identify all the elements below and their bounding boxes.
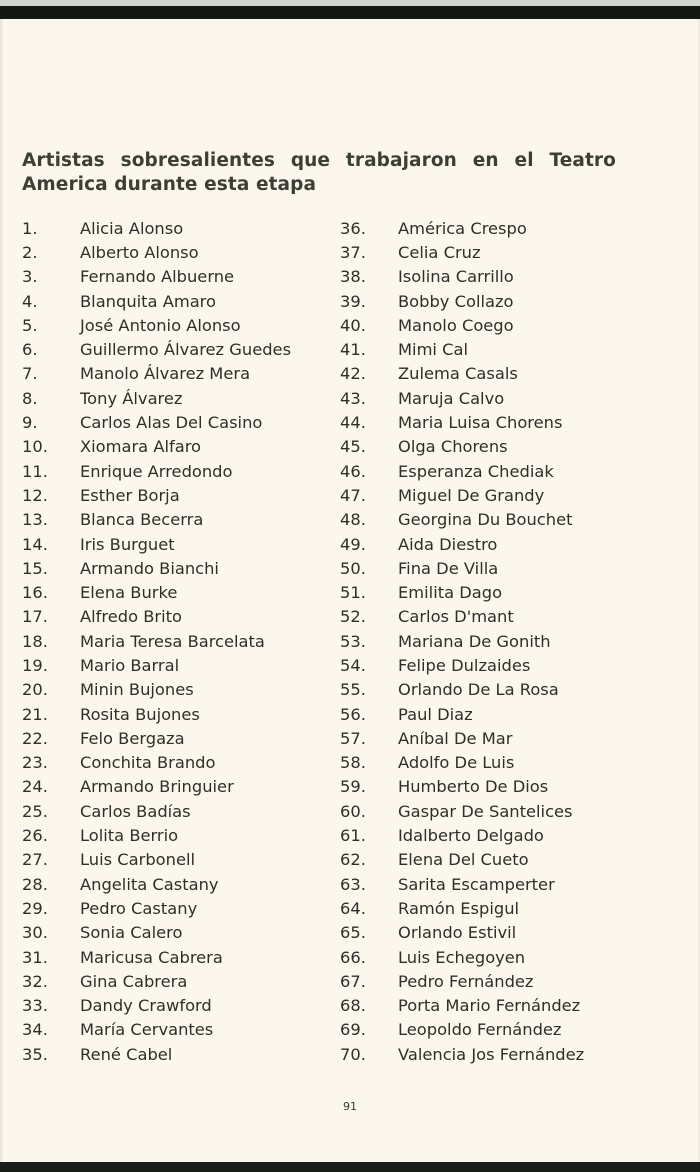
list-item — [340, 216, 680, 240]
artist-name: José Antonio Alonso — [80, 315, 241, 335]
list-item — [340, 775, 680, 799]
artist-name: Sonia Calero — [80, 923, 183, 943]
list-item-number: 36. — [340, 218, 366, 238]
artist-name: Elena Burke — [80, 583, 178, 603]
list-item-number: 12. — [22, 485, 48, 505]
list-item — [22, 362, 342, 386]
list-item-number: 20. — [22, 680, 48, 700]
list-item — [340, 726, 680, 750]
heading-word: el — [514, 150, 534, 171]
list-item — [340, 823, 680, 847]
artist-name: Guillermo Álvarez Guedes — [80, 340, 292, 360]
list-item — [22, 726, 342, 750]
list-item-number: 47. — [340, 485, 366, 505]
list-item-number: 22. — [22, 728, 48, 748]
list-item-number: 46. — [340, 461, 366, 481]
artist-name: Felo Bergaza — [80, 728, 185, 748]
list-item-number: 63. — [340, 874, 366, 894]
artist-name: Maruja Calvo — [398, 388, 505, 408]
list-item — [340, 799, 680, 823]
artist-name: Felipe Dulzaides — [398, 655, 531, 675]
list-item-number: 48. — [340, 510, 366, 530]
artist-name: Olga Chorens — [398, 437, 508, 457]
scan-top-border — [0, 6, 700, 19]
list-item — [340, 289, 680, 313]
list-item — [22, 629, 342, 653]
list-item-number: 68. — [340, 996, 366, 1016]
list-item — [340, 605, 680, 629]
list-item-number: 15. — [22, 558, 48, 578]
list-item-number: 67. — [340, 971, 366, 991]
list-item-number: 6. — [22, 340, 38, 360]
list-item-number: 23. — [22, 753, 48, 773]
artist-name: Minin Bujones — [80, 680, 194, 700]
artist-name: Miguel De Grandy — [398, 485, 545, 505]
list-item-number: 70. — [340, 1044, 366, 1064]
list-item — [340, 265, 680, 289]
artist-name: Isolina Carrillo — [398, 267, 514, 287]
list-item — [340, 994, 680, 1018]
list-item-number: 42. — [340, 364, 366, 384]
list-item-number: 29. — [22, 898, 48, 918]
list-item-number: 9. — [22, 413, 38, 433]
list-item — [22, 337, 342, 361]
list-item-number: 50. — [340, 558, 366, 578]
artist-name: Manolo Coego — [398, 315, 514, 335]
artist-name: Lolita Berrio — [80, 826, 179, 846]
list-item-number: 40. — [340, 315, 366, 335]
list-item-number: 64. — [340, 898, 366, 918]
list-item-number: 44. — [340, 413, 366, 433]
list-item — [340, 556, 680, 580]
list-item-number: 16. — [22, 583, 48, 603]
artist-name: Ramón Espigul — [398, 898, 520, 918]
list-item — [340, 751, 680, 775]
list-item-number: 66. — [340, 947, 366, 967]
artist-name: Alberto Alonso — [80, 242, 199, 262]
list-item — [22, 775, 342, 799]
artist-name: René Cabel — [80, 1044, 173, 1064]
list-item — [22, 994, 342, 1018]
page-number: 91 — [343, 1100, 357, 1113]
artist-name: Paul Diaz — [398, 704, 473, 724]
list-item — [340, 678, 680, 702]
list-item — [340, 313, 680, 337]
artist-name: Emilita Dago — [398, 583, 503, 603]
list-item-number: 34. — [22, 1020, 48, 1040]
list-item — [22, 508, 342, 532]
artist-name: Esther Borja — [80, 485, 180, 505]
artist-name: Gaspar De Santelices — [398, 801, 573, 821]
list-item — [22, 921, 342, 945]
list-item-number: 51. — [340, 583, 366, 603]
list-item — [22, 702, 342, 726]
list-item — [340, 386, 680, 410]
list-item-number: 52. — [340, 607, 366, 627]
artist-name: Maria Luisa Chorens — [398, 413, 563, 433]
list-item-number: 33. — [22, 996, 48, 1016]
list-item-number: 35. — [22, 1044, 48, 1064]
artist-name: Aníbal De Mar — [398, 728, 513, 748]
artist-name: Manolo Álvarez Mera — [80, 364, 251, 384]
list-item-number: 3. — [22, 267, 38, 287]
artist-name: Rosita Bujones — [80, 704, 200, 724]
list-item — [340, 435, 680, 459]
list-item-number: 25. — [22, 801, 48, 821]
list-item — [22, 1018, 342, 1042]
list-item — [340, 702, 680, 726]
artist-name: Elena Del Cueto — [398, 850, 529, 870]
artist-list-right — [340, 216, 680, 1066]
list-item — [340, 580, 680, 604]
artist-name: Orlando De La Rosa — [398, 680, 559, 700]
list-item-number: 37. — [340, 242, 366, 262]
scan-bottom-border — [0, 1162, 700, 1172]
list-item — [340, 483, 680, 507]
list-item-number: 55. — [340, 680, 366, 700]
list-item-number: 43. — [340, 388, 366, 408]
artist-name: Mariana De Gonith — [398, 631, 551, 651]
list-item-number: 31. — [22, 947, 48, 967]
page-left-edge — [0, 19, 4, 1162]
artist-name: Armando Bringuier — [80, 777, 234, 797]
list-item-number: 45. — [340, 437, 366, 457]
list-item-number: 28. — [22, 874, 48, 894]
list-item — [22, 240, 342, 264]
list-item-number: 4. — [22, 291, 38, 311]
artist-name: Luis Carbonell — [80, 850, 196, 870]
artist-name: Aida Diestro — [398, 534, 498, 554]
list-item — [22, 580, 342, 604]
artist-name: Porta Mario Fernández — [398, 996, 581, 1016]
list-item — [340, 459, 680, 483]
artist-name: Valencia Jos Fernández — [398, 1044, 585, 1064]
heading-word: Artistas — [22, 150, 105, 171]
list-item-number: 53. — [340, 631, 366, 651]
artist-name: Pedro Castany — [80, 898, 198, 918]
artist-name: Angelita Castany — [80, 874, 219, 894]
list-item — [22, 556, 342, 580]
heading-line-1 — [22, 149, 616, 173]
list-item-number: 58. — [340, 753, 366, 773]
list-item-number: 2. — [22, 242, 38, 262]
artist-name: Luis Echegoyen — [398, 947, 526, 967]
artist-name: Dandy Crawford — [80, 996, 212, 1016]
artist-name: Pedro Fernández — [398, 971, 534, 991]
artist-name: Mario Barral — [80, 655, 180, 675]
artist-name: Alicia Alonso — [80, 218, 184, 238]
heading-word: Teatro — [549, 150, 616, 171]
list-item — [340, 921, 680, 945]
list-item — [22, 313, 342, 337]
heading-word: trabajaron — [345, 150, 457, 171]
list-item — [340, 508, 680, 532]
artist-name: Georgina Du Bouchet — [398, 510, 573, 530]
artist-name: Armando Bianchi — [80, 558, 219, 578]
artist-name: Gina Cabrera — [80, 971, 188, 991]
artist-name: Carlos D'mant — [398, 607, 514, 627]
list-item — [340, 653, 680, 677]
list-item — [340, 1018, 680, 1042]
artist-name: Carlos Alas Del Casino — [80, 413, 263, 433]
list-item-number: 39. — [340, 291, 366, 311]
artist-name: María Cervantes — [80, 1020, 214, 1040]
artist-name: Enrique Arredondo — [80, 461, 233, 481]
list-item — [22, 532, 342, 556]
artist-name: Blanca Becerra — [80, 510, 204, 530]
artist-name: Humberto De Dios — [398, 777, 549, 797]
list-item — [340, 532, 680, 556]
list-item-number: 26. — [22, 826, 48, 846]
list-item-number: 5. — [22, 315, 38, 335]
list-item-number: 54. — [340, 655, 366, 675]
list-item-number: 11. — [22, 461, 48, 481]
artist-name: Zulema Casals — [398, 364, 518, 384]
list-item — [340, 945, 680, 969]
artist-name: Blanquita Amaro — [80, 291, 216, 311]
list-item — [22, 1042, 342, 1066]
list-item — [340, 848, 680, 872]
list-item — [22, 823, 342, 847]
list-item-number: 41. — [340, 340, 366, 360]
artist-name: Idalberto Delgado — [398, 826, 544, 846]
list-item-number: 57. — [340, 728, 366, 748]
list-item-number: 17. — [22, 607, 48, 627]
list-item — [340, 362, 680, 386]
list-item-number: 7. — [22, 364, 38, 384]
artist-name: Leopoldo Fernández — [398, 1020, 562, 1040]
artist-name: Celia Cruz — [398, 242, 481, 262]
list-item — [340, 1042, 680, 1066]
list-item-number: 59. — [340, 777, 366, 797]
list-item — [22, 483, 342, 507]
list-item — [22, 653, 342, 677]
list-item-number: 49. — [340, 534, 366, 554]
list-item-number: 32. — [22, 971, 48, 991]
section-heading — [22, 149, 616, 197]
list-item-number: 56. — [340, 704, 366, 724]
list-item-number: 21. — [22, 704, 48, 724]
artist-name: Maria Teresa Barcelata — [80, 631, 265, 651]
artist-name: América Crespo — [398, 218, 527, 238]
list-item — [340, 969, 680, 993]
list-item — [22, 386, 342, 410]
artist-name: Mimi Cal — [398, 340, 468, 360]
list-item — [22, 678, 342, 702]
artist-name: Iris Burguet — [80, 534, 175, 554]
list-item — [22, 751, 342, 775]
artist-name: Bobby Collazo — [398, 291, 514, 311]
list-item-number: 30. — [22, 923, 48, 943]
list-item-number: 60. — [340, 801, 366, 821]
list-item — [22, 945, 342, 969]
list-item-number: 38. — [340, 267, 366, 287]
list-item — [340, 240, 680, 264]
list-item-number: 62. — [340, 850, 366, 870]
list-item — [340, 872, 680, 896]
list-item-number: 13. — [22, 510, 48, 530]
list-item-number: 1. — [22, 218, 38, 238]
artist-name: Fina De Villa — [398, 558, 499, 578]
artist-name: Sarita Escamperter — [398, 874, 555, 894]
list-item-number: 24. — [22, 777, 48, 797]
artist-name: Maricusa Cabrera — [80, 947, 223, 967]
heading-line-2: America durante esta etapa — [22, 174, 317, 195]
artist-list-left — [22, 216, 342, 1066]
list-item — [22, 410, 342, 434]
list-item — [22, 848, 342, 872]
artist-name: Carlos Badías — [80, 801, 191, 821]
list-item — [22, 896, 342, 920]
list-item-number: 61. — [340, 826, 366, 846]
list-item-number: 8. — [22, 388, 38, 408]
artist-name: Xiomara Alfaro — [80, 437, 201, 457]
list-item — [22, 265, 342, 289]
list-item-number: 69. — [340, 1020, 366, 1040]
artist-name: Tony Álvarez — [80, 388, 183, 408]
list-item-number: 27. — [22, 850, 48, 870]
list-item-number: 19. — [22, 655, 48, 675]
list-item-number: 18. — [22, 631, 48, 651]
artist-name: Adolfo De Luis — [398, 753, 515, 773]
artist-name: Conchita Brando — [80, 753, 216, 773]
list-item — [22, 799, 342, 823]
artist-name: Esperanza Chediak — [398, 461, 554, 481]
list-item — [22, 289, 342, 313]
list-item — [340, 410, 680, 434]
list-item — [22, 605, 342, 629]
list-item — [22, 216, 342, 240]
list-item — [340, 896, 680, 920]
list-item — [22, 969, 342, 993]
heading-word: sobresalientes — [120, 150, 275, 171]
list-item-number: 14. — [22, 534, 48, 554]
list-item — [22, 459, 342, 483]
list-item-number: 10. — [22, 437, 48, 457]
artist-name: Orlando Estivil — [398, 923, 517, 943]
artist-name: Alfredo Brito — [80, 607, 182, 627]
list-item — [22, 435, 342, 459]
list-item-number: 65. — [340, 923, 366, 943]
artist-name: Fernando Albuerne — [80, 267, 235, 287]
list-item — [22, 872, 342, 896]
list-item — [340, 629, 680, 653]
heading-word: que — [290, 150, 331, 171]
list-item — [340, 337, 680, 361]
heading-word: en — [472, 150, 499, 171]
